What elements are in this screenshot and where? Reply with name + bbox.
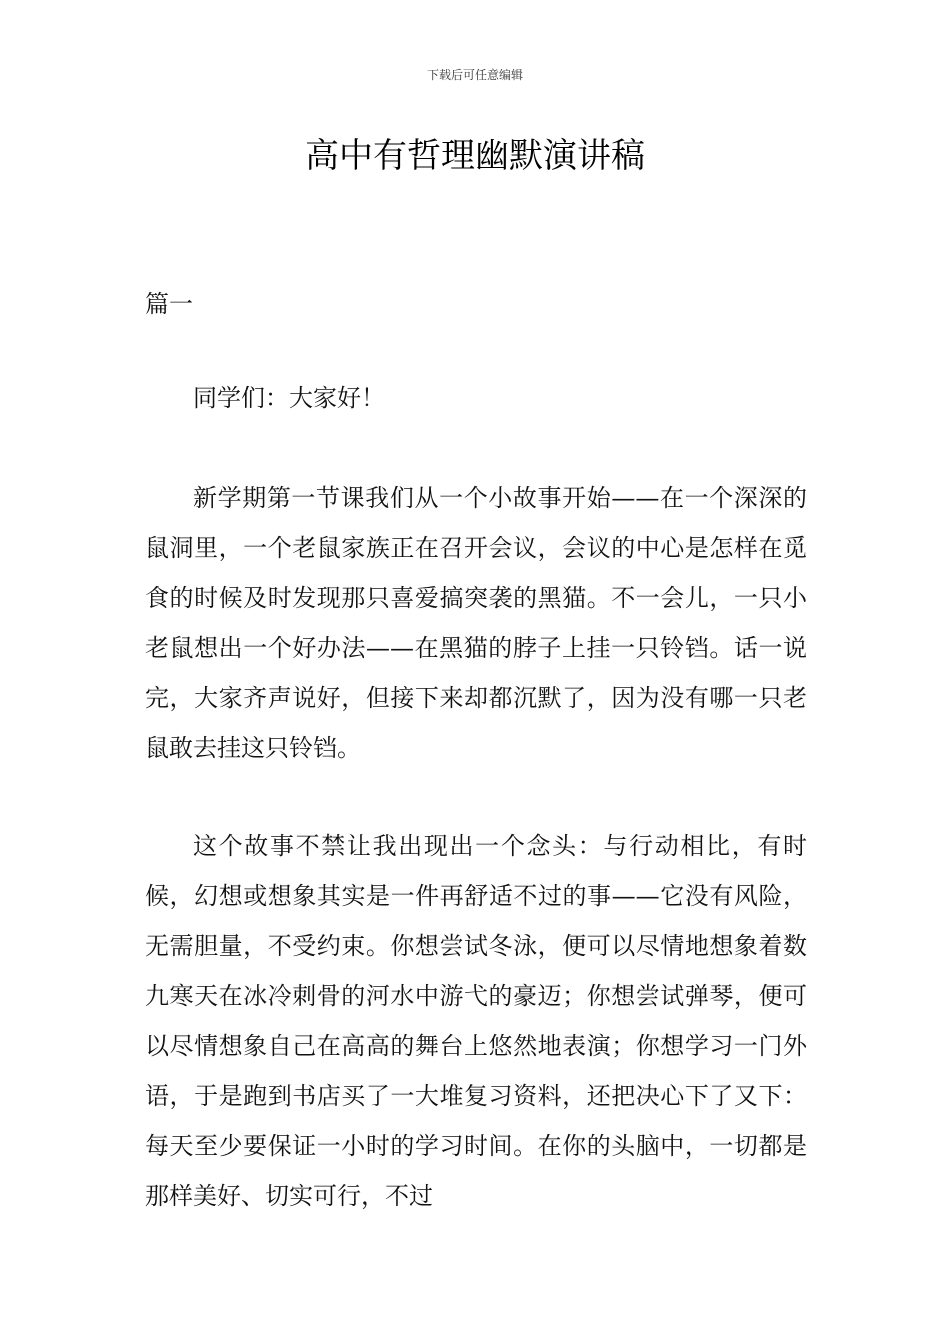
paragraph-2: 这个故事不禁让我出现出一个念头：与行动相比，有时候，幻想或想象其实是一件再舒适不过的事——它没有风险，无需胆量，不受约束。你想尝试冬泳，便可以尽情地想象着数九寒天在冰冷刺骨的河水中游弋的豪迈；你想尝试弹琴，便可以尽情想象自己在高高的舞台上悠然地表演；你想学习一门外语，于是跑到书店买了一大堆复习资料，还把决心下了又下：每天至少要保证一小时的学习时间。在你的头脑中，一切都是那样美好、切实可行，不过 [145,832,807,1210]
header-note: 下载后可任意编辑 [426,68,523,82]
paragraph-1: 新学期第一节课我们从一个小故事开始——在一个深深的鼠洞里，一个老鼠家族正在召开会议，会议的中心是怎样在觅食的时候及时发现那只喜爱搞突袭的黑猫。不一会儿，一只小老鼠想出一个好办法——在黑猫的脖子上挂一只铃铛。话一说完，大家齐声说好，但接下来却都沉默了，因为没有哪一只老鼠敢去挂这只铃铛。 [145,484,807,762]
section-label: 篇一 [145,290,193,318]
page-title: 高中有哲理幽默演讲稿 [305,136,645,176]
greeting: 同学们：大家好！ [193,384,385,412]
